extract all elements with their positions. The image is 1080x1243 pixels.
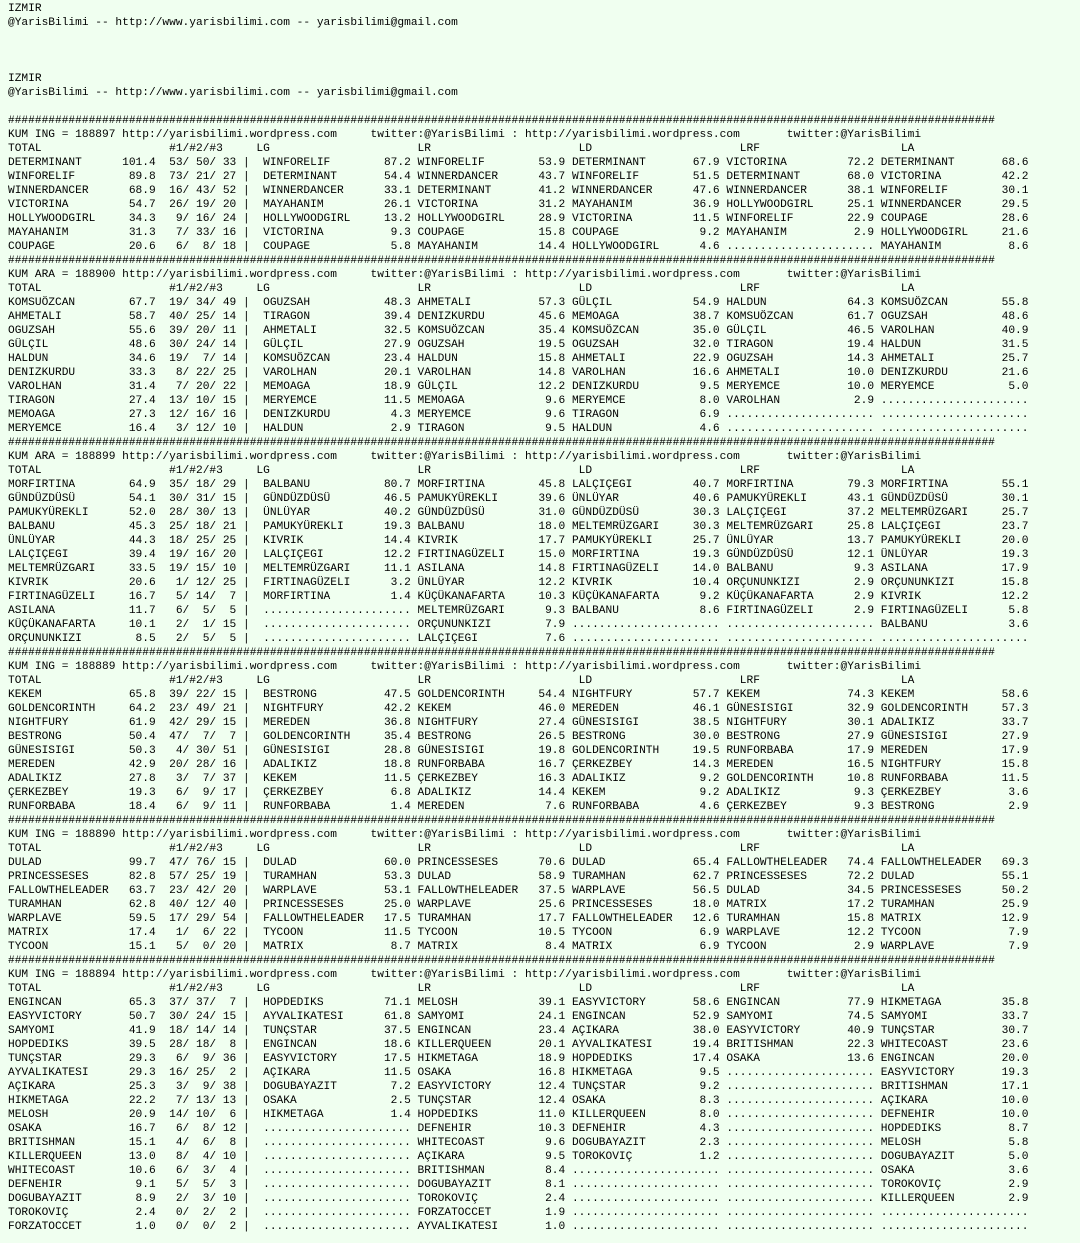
doc-line: MAYAHANIM 31.3 7/ 33/ 16 | VICTORINA 9.3 COUPAGE 15.8 COUPAGE 9.2 MAYAHANIM 2.9 HOLLYWOODGIRL 21.6 (8, 227, 1029, 239)
doc-line: TURAMHAN 62.8 40/ 12/ 40 | PRINCESSESES 25.0 WARPLAVE 25.6 PRINCESSESES 18.0 MATRIX 17.2 TURAMHAN 25.9 (8, 899, 1029, 911)
doc-line: KILLERQUEEN 13.0 8/ 4/ 10 | ...................... AÇIKARA 9.5 TOROKOVIÇ 1.2 ...................... DOGUBAYAZIT 5.0 (8, 1151, 1029, 1163)
doc-line: DOGUBAYAZIT 8.9 2/ 3/ 10 | ...................... TOROKOVIÇ 2.4 ...................... ...................... KILLERQUEEN 2.9 (8, 1193, 1029, 1205)
doc-line: GÜNDÜZDÜSÜ 54.1 30/ 31/ 15 | GÜNDÜZDÜSÜ 46.5 PAMUKYÜREKLI 39.6 ÜNLÜYAR 40.6 PAMUKYÜREKLI 43.1 GÜNDÜZDÜSÜ 30.1 (8, 493, 1029, 505)
doc-line: ################################################################################################################################################### (8, 815, 995, 827)
doc-line: BALBANU 45.3 25/ 18/ 21 | PAMUKYÜREKLI 19.3 BALBANU 18.0 MELTEMRÜZGARI 30.3 MELTEMRÜZGARI 25.8 LALÇIÇEGI 23.7 (8, 521, 1029, 533)
doc-line: ADALIKIZ 27.8 3/ 7/ 37 | KEKEM 11.5 ÇERKEZBEY 16.3 ADALIKIZ 9.2 GOLDENCORINTH 10.8 RUNFORBABA 11.5 (8, 773, 1029, 785)
doc-line: TOTAL #1/#2/#3 LG LR LD LRF LA (8, 843, 915, 855)
doc-line: KUM ING = 188897 http://yarisbilimi.wordpress.com twitter:@YarisBilimi : http://yarisbilimi.wordpress.com twitter:@YarisBilimi (8, 129, 922, 141)
doc-line: @YarisBilimi -- http://www.yarisbilimi.com -- yarisbilimi@gmail.com (8, 17, 458, 29)
doc-line: SAMYOMI 41.9 18/ 14/ 14 | TUNÇSTAR 37.5 ENGINCAN 23.4 AÇIKARA 38.0 EASYVICTORY 40.9 TUNÇSTAR 30.7 (8, 1025, 1029, 1037)
doc-line: ################################################################################################################################################### (8, 647, 995, 659)
doc-line (8, 44, 1080, 58)
doc-line: TOTAL #1/#2/#3 LG LR LD LRF LA (8, 675, 915, 687)
doc-line: EASYVICTORY 50.7 30/ 24/ 15 | AYVALIKATESI 61.8 SAMYOMI 24.1 ENGINCAN 52.9 SAMYOMI 74.5 SAMYOMI 33.7 (8, 1011, 1029, 1023)
doc-line: ÇERKEZBEY 19.3 6/ 9/ 17 | ÇERKEZBEY 6.8 ADALIKIZ 14.4 KEKEM 9.2 ADALIKIZ 9.3 ÇERKEZBEY 3.6 (8, 787, 1029, 799)
doc-line: MELOSH 20.9 14/ 10/ 6 | HIKMETAGA 1.4 HOPDEDIKS 11.0 KILLERQUEEN 8.0 ...................... DEFNEHIR 10.0 (8, 1109, 1029, 1121)
doc-line: TOTAL #1/#2/#3 LG LR LD LRF LA (8, 283, 915, 295)
doc-line: LALÇIÇEGI 39.4 19/ 16/ 20 | LALÇIÇEGI 12.2 FIRTINAGÜZELI 15.0 MORFIRTINA 19.3 GÜNDÜZDÜSÜ 12.1 ÜNLÜYAR 19.3 (8, 549, 1029, 561)
doc-line: MERYEMCE 16.4 3/ 12/ 10 | HALDUN 2.9 TIRAGON 9.5 HALDUN 4.6 ...................... ...................... (8, 423, 1029, 435)
doc-line: DETERMINANT 101.4 53/ 50/ 33 | WINFORELIF 87.2 WINFORELIF 53.9 DETERMINANT 67.9 VICTORINA 72.2 DETERMINANT 68.6 (8, 157, 1029, 169)
doc-line: BESTRONG 50.4 47/ 7/ 7 | GOLDENCORINTH 35.4 BESTRONG 26.5 BESTRONG 30.0 BESTRONG 27.9 GÜNESISIGI 27.9 (8, 731, 1029, 743)
doc-line: GOLDENCORINTH 64.2 23/ 49/ 21 | NIGHTFURY 42.2 KEKEM 46.0 MEREDEN 46.1 GÜNESISIGI 32.9 GOLDENCORINTH 57.3 (8, 703, 1029, 715)
doc-line: WARPLAVE 59.5 17/ 29/ 54 | FALLOWTHELEADER 17.5 TURAMHAN 17.7 FALLOWTHELEADER 12.6 TURAMHAN 15.8 MATRIX 12.9 (8, 913, 1029, 925)
doc-line: BRITISHMAN 15.1 4/ 6/ 8 | ...................... WHITECOAST 9.6 DOGUBAYAZIT 2.3 ...................... MELOSH 5.8 (8, 1137, 1029, 1149)
doc-line: TOTAL #1/#2/#3 LG LR LD LRF LA (8, 983, 915, 995)
doc-line: DEFNEHIR 9.1 5/ 5/ 3 | ...................... DOGUBAYAZIT 8.1 ...................... ...................... TOROKOVIÇ 2.9 (8, 1179, 1029, 1191)
doc-line: MORFIRTINA 64.9 35/ 18/ 29 | BALBANU 80.7 MORFIRTINA 45.8 LALÇIÇEGI 40.7 MORFIRTINA 79.3 MORFIRTINA 55.1 (8, 479, 1029, 491)
doc-line: PAMUKYÜREKLI 52.0 28/ 30/ 13 | ÜNLÜYAR 40.2 GÜNDÜZDÜSÜ 31.0 GÜNDÜZDÜSÜ 30.3 LALÇIÇEGI 37.2 MELTEMRÜZGARI 25.7 (8, 507, 1029, 519)
doc-line: TUNÇSTAR 29.3 6/ 9/ 36 | EASYVICTORY 17.5 HIKMETAGA 18.9 HOPDEDIKS 17.4 OSAKA 13.6 ENGINCAN 20.0 (8, 1053, 1029, 1065)
doc-line: DENIZKURDU 33.3 8/ 22/ 25 | VAROLHAN 20.1 VAROLHAN 14.8 VAROLHAN 16.6 AHMETALI 10.0 DENIZKURDU 21.6 (8, 367, 1029, 379)
doc-line (8, 58, 1080, 72)
doc-line: MEREDEN 42.9 20/ 28/ 16 | ADALIKIZ 18.8 RUNFORBABA 16.7 ÇERKEZBEY 14.3 MEREDEN 16.5 NIGHTFURY 15.8 (8, 759, 1029, 771)
doc-line: KUM ARA = 188900 http://yarisbilimi.wordpress.com twitter:@YarisBilimi : http://yarisbilimi.wordpress.com twitter:@YarisBilimi (8, 269, 922, 281)
doc-line: ################################################################################################################################################### (8, 115, 995, 127)
doc-line: VAROLHAN 31.4 7/ 20/ 22 | MEMOAGA 18.9 GÜLÇIL 12.2 DENIZKURDU 9.5 MERYEMCE 10.0 MERYEMCE 5.0 (8, 381, 1029, 393)
doc-line: FALLOWTHELEADER 63.7 23/ 42/ 20 | WARPLAVE 53.1 FALLOWTHELEADER 37.5 WARPLAVE 56.5 DULAD 34.5 PRINCESSESES 50.2 (8, 885, 1029, 897)
doc-line: COUPAGE 20.6 6/ 8/ 18 | COUPAGE 5.8 MAYAHANIM 14.4 HOLLYWOODGIRL 4.6 ...................... MAYAHANIM 8.6 (8, 241, 1029, 253)
doc-line: ################################################################################################################################################### (8, 955, 995, 967)
doc-line: OGUZSAH 55.6 39/ 20/ 11 | AHMETALI 32.5 KOMSUÖZCAN 35.4 KOMSUÖZCAN 35.0 GÜLÇIL 46.5 VAROLHAN 40.9 (8, 325, 1029, 337)
doc-line: FORZATOCCET 1.0 0/ 0/ 2 | ...................... AYVALIKATESI 1.0 ...................... ...................... ...................... (8, 1221, 1029, 1233)
doc-line: HOLLYWOODGIRL 34.3 9/ 16/ 24 | HOLLYWOODGIRL 13.2 HOLLYWOODGIRL 28.9 VICTORINA 11.5 WINFORELIF 22.9 COUPAGE 28.6 (8, 213, 1029, 225)
doc-line: MEMOAGA 27.3 12/ 16/ 16 | DENIZKURDU 4.3 MERYEMCE 9.6 TIRAGON 6.9 ...................... ...................... (8, 409, 1029, 421)
doc-line: HIKMETAGA 22.2 7/ 13/ 13 | OSAKA 2.5 TUNÇSTAR 12.4 OSAKA 8.3 ...................... AÇIKARA 10.0 (8, 1095, 1029, 1107)
doc-line: KUM ING = 188894 http://yarisbilimi.wordpress.com twitter:@YarisBilimi : http://yarisbilimi.wordpress.com twitter:@YarisBilimi (8, 969, 922, 981)
doc-line: ÜNLÜYAR 44.3 18/ 25/ 25 | KIVRIK 14.4 KIVRIK 17.7 PAMUKYÜREKLI 25.7 ÜNLÜYAR 13.7 PAMUKYÜREKLI 20.0 (8, 535, 1029, 547)
doc-line (8, 30, 1080, 44)
doc-line: IZMIR (8, 73, 42, 85)
doc-line: OSAKA 16.7 6/ 8/ 12 | ...................... DEFNEHIR 10.3 DEFNEHIR 4.3 ...................... HOPDEDIKS 8.7 (8, 1123, 1029, 1135)
doc-line: AÇIKARA 25.3 3/ 9/ 38 | DOGUBAYAZIT 7.2 EASYVICTORY 12.4 TUNÇSTAR 9.2 ...................... BRITISHMAN 17.1 (8, 1081, 1029, 1093)
doc-line: HALDUN 34.6 19/ 7/ 14 | KOMSUÖZCAN 23.4 HALDUN 15.8 AHMETALI 22.9 OGUZSAH 14.3 AHMETALI 25.7 (8, 353, 1029, 365)
doc-line: KUM ARA = 188899 http://yarisbilimi.wordpress.com twitter:@YarisBilimi : http://yarisbilimi.wordpress.com twitter:@YarisBilimi (8, 451, 922, 463)
doc-line: KEKEM 65.8 39/ 22/ 15 | BESTRONG 47.5 GOLDENCORINTH 54.4 NIGHTFURY 57.7 KEKEM 74.3 KEKEM 58.6 (8, 689, 1029, 701)
doc-line: ################################################################################################################################################### (8, 437, 995, 449)
doc-line: ################################################################################################################################################### (8, 255, 995, 267)
doc-line: DULAD 99.7 47/ 76/ 15 | DULAD 60.0 PRINCESSESES 70.6 DULAD 65.4 FALLOWTHELEADER 74.4 FALLOWTHELEADER 69.3 (8, 857, 1029, 869)
doc-line: WINNERDANCER 68.9 16/ 43/ 52 | WINNERDANCER 33.1 DETERMINANT 41.2 WINNERDANCER 47.6 WINNERDANCER 38.1 WINFORELIF 30.1 (8, 185, 1029, 197)
doc-line: FIRTINAGÜZELI 16.7 5/ 14/ 7 | MORFIRTINA 1.4 KÜÇÜKANAFARTA 10.3 KÜÇÜKANAFARTA 9.2 KÜÇÜKANAFARTA 2.9 KIVRIK 12.2 (8, 591, 1029, 603)
doc-line: ASILANA 11.7 6/ 5/ 5 | ...................... MELTEMRÜZGARI 9.3 BALBANU 8.6 FIRTINAGÜZELI 2.9 FIRTINAGÜZELI 5.8 (8, 605, 1029, 617)
doc-line: TOROKOVIÇ 2.4 0/ 2/ 2 | ...................... FORZATOCCET 1.9 ...................... ...................... ...................... (8, 1207, 1029, 1219)
doc-line: KÜÇÜKANAFARTA 10.1 2/ 1/ 15 | ...................... ORÇUNUNKIZI 7.9 ...................... ...................... BALBANU 3.6 (8, 619, 1029, 631)
doc-line: GÜNESISIGI 50.3 4/ 30/ 51 | GÜNESISIGI 28.8 GÜNESISIGI 19.8 GOLDENCORINTH 19.5 RUNFORBABA 17.9 MEREDEN 17.9 (8, 745, 1029, 757)
doc-line: TIRAGON 27.4 13/ 10/ 15 | MERYEMCE 11.5 MEMOAGA 9.6 MERYEMCE 8.0 VAROLHAN 2.9 ...................... (8, 395, 1029, 407)
doc-line (8, 100, 1080, 114)
doc-line: MELTEMRÜZGARI 33.5 19/ 15/ 10 | MELTEMRÜZGARI 11.1 ASILANA 14.8 FIRTINAGÜZELI 14.0 BALBANU 9.3 ASILANA 17.9 (8, 563, 1029, 575)
doc-line: TOTAL #1/#2/#3 LG LR LD LRF LA (8, 465, 915, 477)
doc-line: IZMIR (8, 3, 42, 15)
doc-line: WHITECOAST 10.6 6/ 3/ 4 | ...................... BRITISHMAN 8.4 ...................... ...................... OSAKA 3.6 (8, 1165, 1029, 1177)
doc-line: NIGHTFURY 61.9 42/ 29/ 15 | MEREDEN 36.8 NIGHTFURY 27.4 GÜNESISIGI 38.5 NIGHTFURY 30.1 ADALIKIZ 33.7 (8, 717, 1029, 729)
doc-line: HOPDEDIKS 39.5 28/ 18/ 8 | ENGINCAN 18.6 KILLERQUEEN 20.1 AYVALIKATESI 19.4 BRITISHMAN 22.3 WHITECOAST 23.6 (8, 1039, 1029, 1051)
doc-line: KOMSUÖZCAN 67.7 19/ 34/ 49 | OGUZSAH 48.3 AHMETALI 57.3 GÜLÇIL 54.9 HALDUN 64.3 KOMSUÖZCAN 55.8 (8, 297, 1029, 309)
doc-line: TYCOON 15.1 5/ 0/ 20 | MATRIX 8.7 MATRIX 8.4 MATRIX 6.9 TYCOON 2.9 WARPLAVE 7.9 (8, 941, 1029, 953)
doc-line: GÜLÇIL 48.6 30/ 24/ 14 | GÜLÇIL 27.9 OGUZSAH 19.5 OGUZSAH 32.0 TIRAGON 19.4 HALDUN 31.5 (8, 339, 1029, 351)
doc-line: KUM ING = 188890 http://yarisbilimi.wordpress.com twitter:@YarisBilimi : http://yarisbilimi.wordpress.com twitter:@YarisBilimi (8, 829, 922, 841)
doc-line: PRINCESSESES 82.8 57/ 25/ 19 | TURAMHAN 53.3 DULAD 58.9 TURAMHAN 62.7 PRINCESSESES 72.2 DULAD 55.1 (8, 871, 1029, 883)
doc-line: TOTAL #1/#2/#3 LG LR LD LRF LA (8, 143, 915, 155)
doc-line: VICTORINA 54.7 26/ 19/ 20 | MAYAHANIM 26.1 VICTORINA 31.2 MAYAHANIM 36.9 HOLLYWOODGIRL 25.1 WINNERDANCER 29.5 (8, 199, 1029, 211)
doc-line: KIVRIK 20.6 1/ 12/ 25 | FIRTINAGÜZELI 3.2 ÜNLÜYAR 12.2 KIVRIK 10.4 ORÇUNUNKIZI 2.9 ORÇUNUNKIZI 15.8 (8, 577, 1029, 589)
doc-line: ENGINCAN 65.3 37/ 37/ 7 | HOPDEDIKS 71.1 MELOSH 39.1 EASYVICTORY 58.6 ENGINCAN 77.9 HIKMETAGA 35.8 (8, 997, 1029, 1009)
doc-line: @YarisBilimi -- http://www.yarisbilimi.com -- yarisbilimi@gmail.com (8, 87, 458, 99)
doc-line: AHMETALI 58.7 40/ 25/ 14 | TIRAGON 39.4 DENIZKURDU 45.6 MEMOAGA 38.7 KOMSUÖZCAN 61.7 OGUZSAH 48.6 (8, 311, 1029, 323)
doc-line: KUM ING = 188889 http://yarisbilimi.wordpress.com twitter:@YarisBilimi : http://yarisbilimi.wordpress.com twitter:@YarisBilimi (8, 661, 922, 673)
doc-line: RUNFORBABA 18.4 6/ 9/ 11 | RUNFORBABA 1.4 MEREDEN 7.6 RUNFORBABA 4.6 ÇERKEZBEY 9.3 BESTRONG 2.9 (8, 801, 1029, 813)
doc-line: MATRIX 17.4 1/ 6/ 22 | TYCOON 11.5 TYCOON 10.5 TYCOON 6.9 WARPLAVE 12.2 TYCOON 7.9 (8, 927, 1029, 939)
doc-line: ORÇUNUNKIZI 8.5 2/ 5/ 5 | ...................... LALÇIÇEGI 7.6 ...................... ...................... ...................... (8, 633, 1029, 645)
doc-line: WINFORELIF 89.8 73/ 21/ 27 | DETERMINANT 54.4 WINNERDANCER 43.7 WINFORELIF 51.5 DETERMINANT 68.0 VICTORINA 42.2 (8, 171, 1029, 183)
doc-line: AYVALIKATESI 29.3 16/ 25/ 2 | AÇIKARA 11.5 OSAKA 16.8 HIKMETAGA 9.5 ...................... EASYVICTORY 19.3 (8, 1067, 1029, 1079)
